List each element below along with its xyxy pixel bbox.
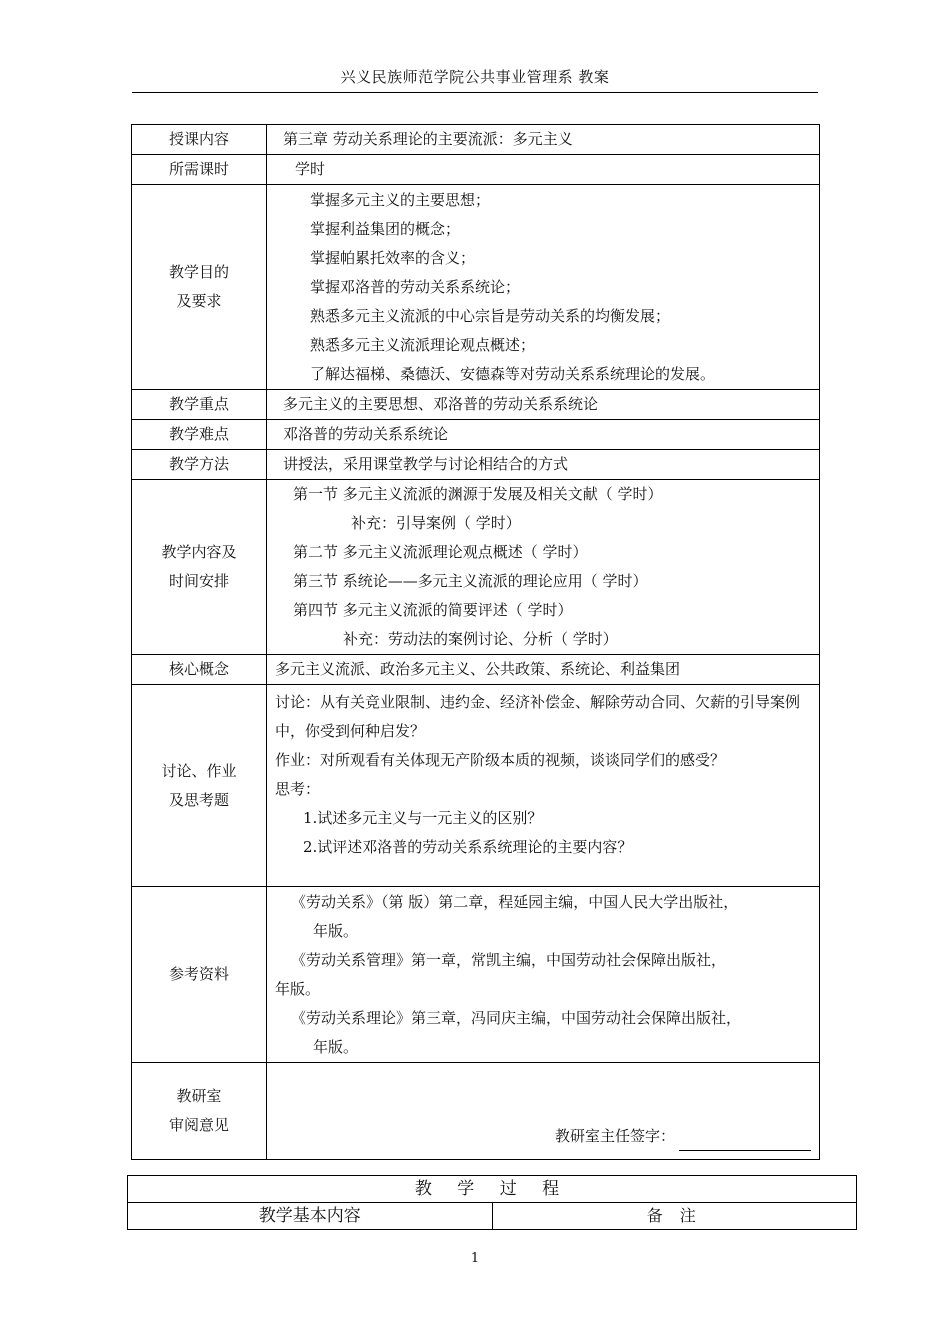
schedule-item: 补充：劳动法的案例讨论、分析（ 学时） [343, 630, 618, 648]
objective-item: 熟悉多元主义流派理论观点概述； [310, 335, 536, 354]
objective-item: 熟悉多元主义流派的中心宗旨是劳动关系的均衡发展； [310, 306, 671, 325]
references-list [267, 887, 820, 1063]
objectives-label [132, 185, 267, 390]
objectives-label-line2: 及要求 [176, 292, 222, 310]
signature-label: 教研室主任签字： [554, 1127, 675, 1145]
header-rule [132, 92, 818, 93]
objective-item: 掌握多元主义的主要思想； [310, 190, 491, 209]
objectives-list [267, 185, 820, 390]
reference-line: 《劳动关系》（第 版）第二章，程延园主编，中国人民大学出版社， [291, 892, 739, 911]
topic-value: 第三章 劳动关系理论的主要流派：多元主义 [267, 125, 820, 155]
discussion-content [267, 685, 820, 887]
objective-item: 掌握帕累托效率的含义； [310, 248, 476, 267]
reference-line: 年版。 [313, 1037, 359, 1056]
discussion-label [132, 685, 267, 887]
difficulties-label: 教学难点 [132, 420, 267, 450]
schedule-item: 第三节 系统论——多元主义流派的理论应用（ 学时） [293, 572, 648, 590]
homework-text: 作业：对所观看有关体现无产阶级本质的视频，谈谈同学们的感受？ [275, 751, 726, 769]
objective-item: 掌握邓洛普的劳动关系系统论； [310, 277, 521, 296]
signature-area [555, 1122, 811, 1151]
review-label-line1: 教研室 [176, 1087, 222, 1105]
reference-line: 年版。 [313, 921, 359, 940]
key-points-label: 教学重点 [132, 390, 267, 420]
schedule-item: 第二节 多元主义流派理论观点概述（ 学时） [293, 543, 588, 561]
thinking-question: 2.试评述邓洛普的劳动关系系统理论的主要内容？ [303, 838, 633, 856]
reference-line: 年版。 [275, 979, 321, 998]
document-header: 兴义民族师范学院公共事业管理系 教案 [340, 68, 610, 86]
topic-label: 授课内容 [132, 125, 267, 155]
hours-label: 所需课时 [132, 155, 267, 185]
schedule-label-line1: 教学内容及 [161, 543, 237, 561]
objective-item: 了解达福梯、桑德沃、安德森等对劳动关系系统理论的发展。 [310, 364, 716, 383]
core-concepts-cell [267, 655, 820, 685]
lesson-plan-table [131, 124, 820, 1160]
references-label: 参考资料 [132, 887, 267, 1063]
objectives-label-line1: 教学目的 [168, 263, 229, 281]
core-concepts-value: 多元主义流派、政治多元主义、公共政策、系统论、利益集团 [275, 660, 681, 678]
methods-label: 教学方法 [132, 450, 267, 480]
schedule-list [267, 480, 820, 655]
note-header: 备 注 [492, 1203, 857, 1230]
review-label [132, 1063, 267, 1160]
thinking-label: 思考： [275, 780, 321, 798]
teaching-process-table [127, 1175, 857, 1230]
key-points-value: 多元主义的主要思想、邓洛普的劳动关系系统论 [267, 390, 820, 420]
reference-line: 《劳动关系管理》第一章，常凯主编，中国劳动社会保障出版社， [291, 950, 727, 969]
schedule-label [132, 480, 267, 655]
discussion-text: 讨论：从有关竞业限制、违约金、经济补偿金、解除劳动合同、欠薪的引导案例中，你受到何种启发？ [275, 693, 801, 740]
hours-value-cell [267, 155, 820, 185]
process-title: 教 学 过 程 [128, 1176, 857, 1203]
core-concepts-label: 核心概念 [132, 655, 267, 685]
hours-value: 学时 [295, 160, 326, 178]
methods-value: 讲授法，采用课堂教学与讨论相结合的方式 [267, 450, 820, 480]
difficulties-value: 邓洛普的劳动关系系统论 [267, 420, 820, 450]
content-header: 教学基本内容 [128, 1203, 493, 1230]
review-cell [267, 1063, 820, 1160]
signature-line[interactable] [679, 1134, 811, 1151]
schedule-item: 第一节 多元主义流派的渊源于发展及相关文献（ 学时） [293, 485, 663, 503]
schedule-label-line2: 时间安排 [168, 572, 229, 590]
thinking-question: 1.试述多元主义与一元主义的区别？ [303, 809, 543, 827]
schedule-item: 第四节 多元主义流派的简要评述（ 学时） [293, 601, 573, 619]
discussion-label-line2: 及思考题 [168, 790, 229, 809]
reference-line: 《劳动关系理论》第三章，冯同庆主编，中国劳动社会保障出版社， [291, 1008, 742, 1027]
review-label-line2: 审阅意见 [168, 1116, 229, 1134]
objective-item: 掌握利益集团的概念； [310, 219, 461, 238]
discussion-label-line1: 讨论、作业 [161, 761, 237, 780]
schedule-item: 补充：引导案例（ 学时） [351, 514, 521, 532]
page-number: 1 [470, 1251, 480, 1266]
